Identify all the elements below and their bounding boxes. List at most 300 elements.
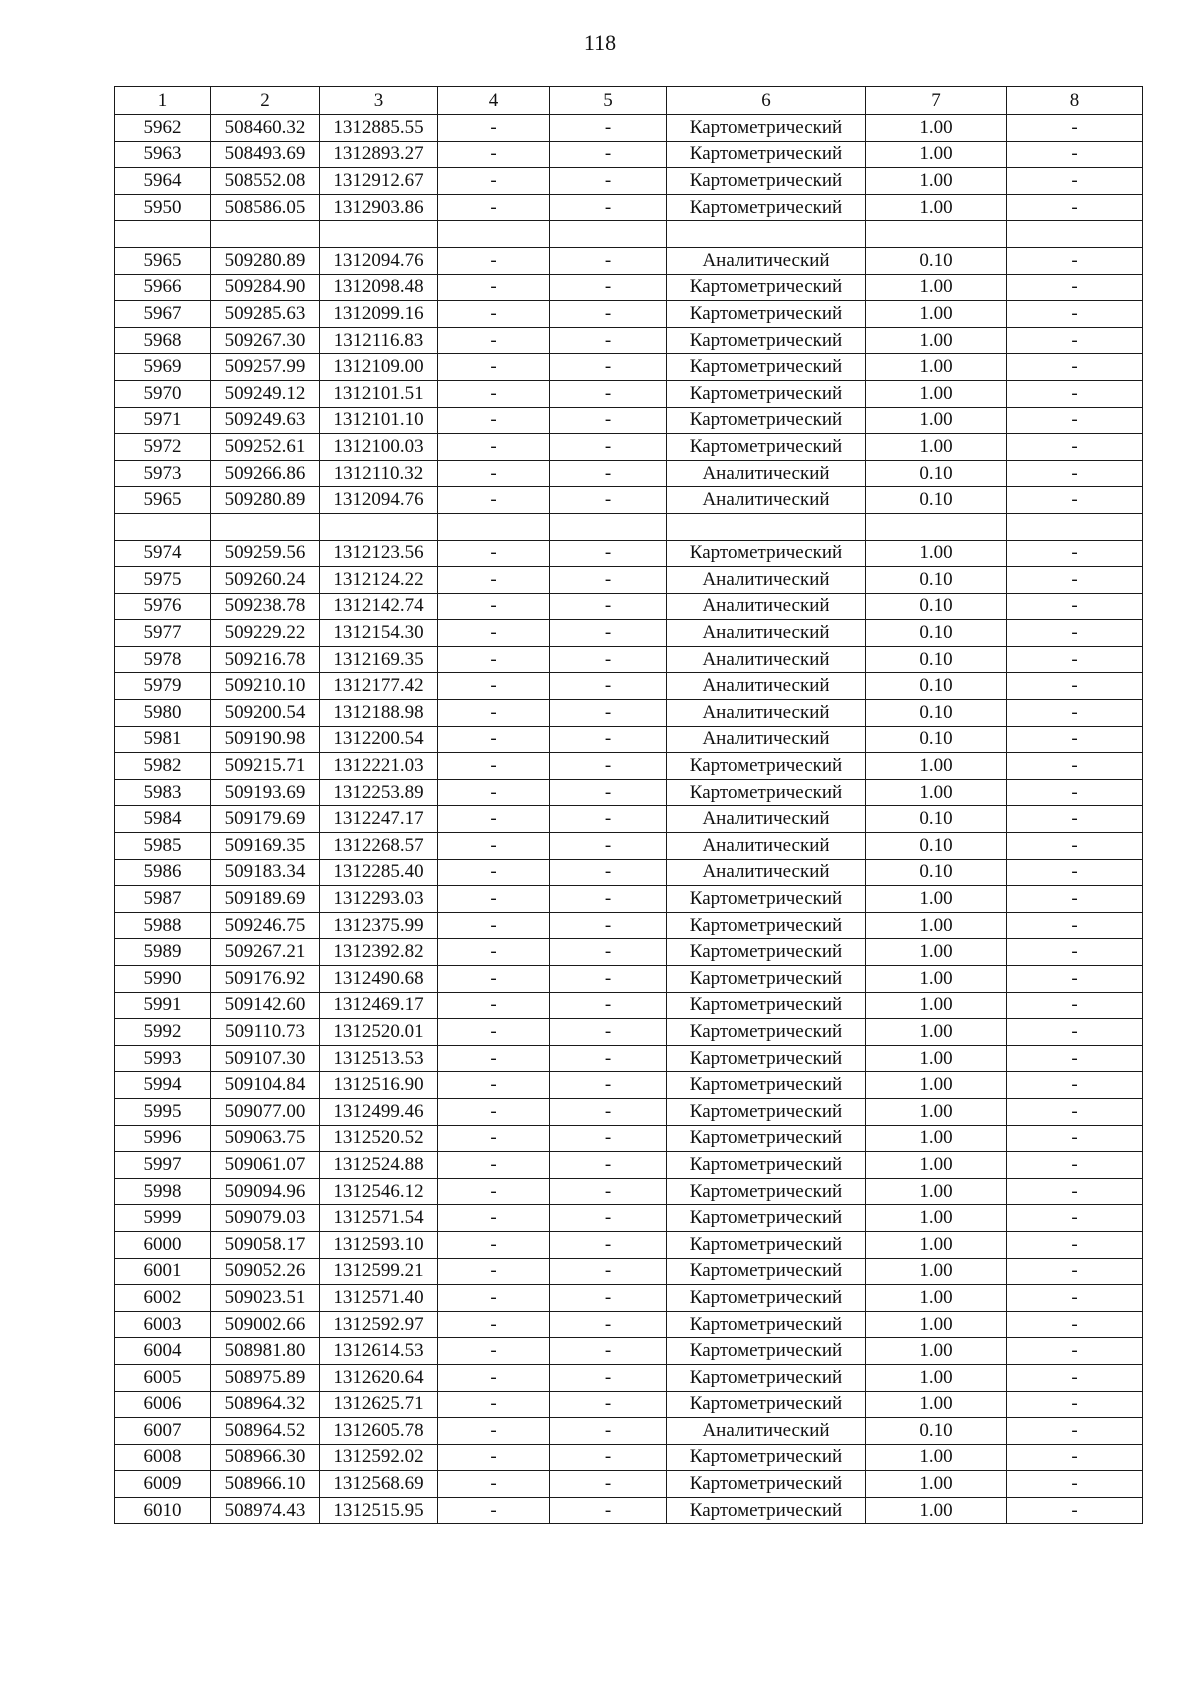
method-cell: Картометрический [667, 1338, 866, 1365]
method-cell: Картометрический [667, 1391, 866, 1418]
x-coordinate-cell: 509252.61 [211, 434, 320, 461]
col4-cell: - [438, 1098, 550, 1125]
point-number-cell: 6003 [115, 1311, 211, 1338]
table-body [115, 115, 1143, 1524]
col4-cell: - [438, 593, 550, 620]
x-coordinate-cell: 509238.78 [211, 593, 320, 620]
table-row [115, 513, 1143, 540]
point-number-cell: 6004 [115, 1338, 211, 1365]
y-coordinate-cell: 1312188.98 [320, 700, 438, 727]
col5-cell: - [550, 1152, 667, 1179]
col5-cell: - [550, 434, 667, 461]
col8-cell: - [1007, 1471, 1143, 1498]
col4-cell: - [438, 1497, 550, 1524]
col5-cell: - [550, 646, 667, 673]
col8-cell: - [1007, 700, 1143, 727]
table-row [115, 1391, 1143, 1418]
y-coordinate-cell: 1312247.17 [320, 806, 438, 833]
col8-cell: - [1007, 327, 1143, 354]
y-coordinate-cell: 1312094.76 [320, 487, 438, 514]
method-cell: Картометрический [667, 380, 866, 407]
method-cell: Картометрический [667, 168, 866, 195]
col8-cell: - [1007, 567, 1143, 594]
col5-cell: - [550, 806, 667, 833]
col5-cell: - [550, 540, 667, 567]
col5-cell: - [550, 726, 667, 753]
col5-cell: - [550, 301, 667, 328]
col8-cell [1007, 221, 1143, 248]
y-coordinate-cell: 1312124.22 [320, 567, 438, 594]
col5-cell: - [550, 753, 667, 780]
y-coordinate-cell: 1312593.10 [320, 1231, 438, 1258]
col4-cell: - [438, 567, 550, 594]
accuracy-cell: 1.00 [866, 992, 1007, 1019]
col4-cell: - [438, 1338, 550, 1365]
point-number-cell: 5972 [115, 434, 211, 461]
table-row [115, 1338, 1143, 1365]
col4-cell: - [438, 1258, 550, 1285]
table-row [115, 1258, 1143, 1285]
accuracy-cell: 1.00 [866, 141, 1007, 168]
accuracy-cell: 1.00 [866, 1258, 1007, 1285]
point-number-cell: 5982 [115, 753, 211, 780]
accuracy-cell [866, 221, 1007, 248]
point-number-cell: 5976 [115, 593, 211, 620]
point-number-cell: 6008 [115, 1444, 211, 1471]
table-row [115, 460, 1143, 487]
col4-cell: - [438, 966, 550, 993]
x-coordinate-cell: 509280.89 [211, 487, 320, 514]
column-header: 7 [866, 87, 1007, 115]
col5-cell: - [550, 1311, 667, 1338]
x-coordinate-cell: 508552.08 [211, 168, 320, 195]
accuracy-cell: 1.00 [866, 1178, 1007, 1205]
col8-cell: - [1007, 274, 1143, 301]
point-number-cell: 5963 [115, 141, 211, 168]
col5-cell: - [550, 1258, 667, 1285]
col8-cell: - [1007, 168, 1143, 195]
table-row [115, 726, 1143, 753]
accuracy-cell: 1.00 [866, 1311, 1007, 1338]
col4-cell: - [438, 1152, 550, 1179]
col8-cell: - [1007, 1205, 1143, 1232]
col4-cell: - [438, 434, 550, 461]
col8-cell: - [1007, 673, 1143, 700]
point-number-cell: 5969 [115, 354, 211, 381]
col8-cell: - [1007, 1045, 1143, 1072]
x-coordinate-cell: 509052.26 [211, 1258, 320, 1285]
col4-cell: - [438, 194, 550, 221]
col4-cell: - [438, 886, 550, 913]
table-row [115, 1152, 1143, 1179]
method-cell: Картометрический [667, 1497, 866, 1524]
x-coordinate-cell: 508460.32 [211, 115, 320, 142]
accuracy-cell: 1.00 [866, 1364, 1007, 1391]
accuracy-cell: 1.00 [866, 886, 1007, 913]
point-number-cell: 6009 [115, 1471, 211, 1498]
table-row [115, 700, 1143, 727]
col5-cell: - [550, 1019, 667, 1046]
col5-cell: - [550, 141, 667, 168]
col8-cell: - [1007, 434, 1143, 461]
point-number-cell: 5998 [115, 1178, 211, 1205]
col5-cell [550, 221, 667, 248]
col4-cell: - [438, 141, 550, 168]
y-coordinate-cell: 1312614.53 [320, 1338, 438, 1365]
col5-cell: - [550, 1231, 667, 1258]
y-coordinate-cell: 1312123.56 [320, 540, 438, 567]
y-coordinate-cell: 1312515.95 [320, 1497, 438, 1524]
method-cell: Картометрический [667, 939, 866, 966]
accuracy-cell: 1.00 [866, 354, 1007, 381]
method-cell: Картометрический [667, 194, 866, 221]
method-cell: Картометрический [667, 753, 866, 780]
col4-cell: - [438, 1285, 550, 1312]
method-cell: Картометрический [667, 1205, 866, 1232]
accuracy-cell [866, 513, 1007, 540]
table-row [115, 567, 1143, 594]
column-header: 1 [115, 87, 211, 115]
y-coordinate-cell: 1312285.40 [320, 859, 438, 886]
y-coordinate-cell: 1312605.78 [320, 1418, 438, 1445]
col4-cell: - [438, 115, 550, 142]
accuracy-cell: 0.10 [866, 859, 1007, 886]
method-cell: Картометрический [667, 540, 866, 567]
col4-cell: - [438, 1205, 550, 1232]
accuracy-cell: 0.10 [866, 1418, 1007, 1445]
table-row [115, 221, 1143, 248]
accuracy-cell: 0.10 [866, 593, 1007, 620]
table-row [115, 1045, 1143, 1072]
y-coordinate-cell: 1312599.21 [320, 1258, 438, 1285]
x-coordinate-cell: 509193.69 [211, 779, 320, 806]
x-coordinate-cell: 509249.12 [211, 380, 320, 407]
x-coordinate-cell: 509079.03 [211, 1205, 320, 1232]
col4-cell: - [438, 726, 550, 753]
table-row [115, 1072, 1143, 1099]
col5-cell: - [550, 1338, 667, 1365]
accuracy-cell: 0.10 [866, 620, 1007, 647]
method-cell: Картометрический [667, 1178, 866, 1205]
x-coordinate-cell: 509063.75 [211, 1125, 320, 1152]
col8-cell: - [1007, 1311, 1143, 1338]
x-coordinate-cell: 509002.66 [211, 1311, 320, 1338]
col5-cell: - [550, 115, 667, 142]
col4-cell: - [438, 1311, 550, 1338]
point-number-cell: 5962 [115, 115, 211, 142]
y-coordinate-cell: 1312885.55 [320, 115, 438, 142]
point-number-cell: 5980 [115, 700, 211, 727]
method-cell: Аналитический [667, 567, 866, 594]
table-row [115, 168, 1143, 195]
col4-cell: - [438, 1045, 550, 1072]
accuracy-cell: 1.00 [866, 327, 1007, 354]
table-row [115, 1418, 1143, 1445]
table-header-row [115, 87, 1143, 115]
accuracy-cell: 0.10 [866, 567, 1007, 594]
col4-cell: - [438, 1125, 550, 1152]
y-coordinate-cell: 1312109.00 [320, 354, 438, 381]
accuracy-cell: 1.00 [866, 1205, 1007, 1232]
point-number-cell: 6002 [115, 1285, 211, 1312]
accuracy-cell: 1.00 [866, 274, 1007, 301]
col5-cell: - [550, 1418, 667, 1445]
y-coordinate-cell: 1312375.99 [320, 912, 438, 939]
table-row [115, 779, 1143, 806]
method-cell: Картометрический [667, 407, 866, 434]
x-coordinate-cell: 509200.54 [211, 700, 320, 727]
method-cell: Аналитический [667, 487, 866, 514]
col5-cell: - [550, 859, 667, 886]
col8-cell: - [1007, 1497, 1143, 1524]
table-row [115, 407, 1143, 434]
x-coordinate-cell: 509259.56 [211, 540, 320, 567]
col4-cell: - [438, 1364, 550, 1391]
x-coordinate-cell: 509169.35 [211, 833, 320, 860]
table-row [115, 1019, 1143, 1046]
x-coordinate-cell: 509142.60 [211, 992, 320, 1019]
method-cell: Картометрический [667, 274, 866, 301]
accuracy-cell: 1.00 [866, 301, 1007, 328]
col4-cell: - [438, 1471, 550, 1498]
point-number-cell: 5970 [115, 380, 211, 407]
col5-cell: - [550, 593, 667, 620]
y-coordinate-cell: 1312592.97 [320, 1311, 438, 1338]
col8-cell: - [1007, 380, 1143, 407]
table-row [115, 327, 1143, 354]
point-number-cell: 6006 [115, 1391, 211, 1418]
col4-cell: - [438, 247, 550, 274]
method-cell: Аналитический [667, 1418, 866, 1445]
table-row [115, 1178, 1143, 1205]
y-coordinate-cell: 1312392.82 [320, 939, 438, 966]
point-number-cell: 5985 [115, 833, 211, 860]
method-cell: Аналитический [667, 247, 866, 274]
col8-cell: - [1007, 1338, 1143, 1365]
accuracy-cell: 0.10 [866, 646, 1007, 673]
accuracy-cell: 1.00 [866, 912, 1007, 939]
col4-cell: - [438, 1178, 550, 1205]
col4-cell: - [438, 168, 550, 195]
col4-cell: - [438, 1231, 550, 1258]
point-number-cell: 5950 [115, 194, 211, 221]
point-number-cell: 5990 [115, 966, 211, 993]
accuracy-cell: 1.00 [866, 1497, 1007, 1524]
method-cell: Картометрический [667, 1231, 866, 1258]
method-cell: Аналитический [667, 593, 866, 620]
y-coordinate-cell: 1312546.12 [320, 1178, 438, 1205]
x-coordinate-cell: 509107.30 [211, 1045, 320, 1072]
x-coordinate-cell: 508966.10 [211, 1471, 320, 1498]
column-header: 2 [211, 87, 320, 115]
x-coordinate-cell: 508964.32 [211, 1391, 320, 1418]
x-coordinate-cell: 509267.21 [211, 939, 320, 966]
col8-cell: - [1007, 1285, 1143, 1312]
x-coordinate-cell: 508964.52 [211, 1418, 320, 1445]
x-coordinate-cell [211, 221, 320, 248]
accuracy-cell: 1.00 [866, 939, 1007, 966]
col8-cell: - [1007, 1125, 1143, 1152]
table-row [115, 1231, 1143, 1258]
col5-cell: - [550, 939, 667, 966]
y-coordinate-cell: 1312524.88 [320, 1152, 438, 1179]
col4-cell: - [438, 301, 550, 328]
accuracy-cell: 1.00 [866, 1444, 1007, 1471]
table-row [115, 593, 1143, 620]
col8-cell: - [1007, 407, 1143, 434]
y-coordinate-cell [320, 221, 438, 248]
col8-cell: - [1007, 1364, 1143, 1391]
col5-cell: - [550, 1391, 667, 1418]
table-row [115, 274, 1143, 301]
accuracy-cell: 1.00 [866, 1338, 1007, 1365]
table-row [115, 1444, 1143, 1471]
method-cell: Картометрический [667, 1471, 866, 1498]
col5-cell: - [550, 1471, 667, 1498]
y-coordinate-cell: 1312100.03 [320, 434, 438, 461]
y-coordinate-cell: 1312268.57 [320, 833, 438, 860]
table-row [115, 646, 1143, 673]
y-coordinate-cell: 1312893.27 [320, 141, 438, 168]
table-row [115, 1497, 1143, 1524]
point-number-cell [115, 513, 211, 540]
col5-cell: - [550, 1178, 667, 1205]
x-coordinate-cell: 509249.63 [211, 407, 320, 434]
accuracy-cell: 1.00 [866, 1072, 1007, 1099]
point-number-cell: 5991 [115, 992, 211, 1019]
col8-cell: - [1007, 1444, 1143, 1471]
col4-cell: - [438, 487, 550, 514]
table-row [115, 115, 1143, 142]
col4-cell: - [438, 1072, 550, 1099]
col5-cell: - [550, 1497, 667, 1524]
accuracy-cell: 0.10 [866, 673, 1007, 700]
col8-cell: - [1007, 1019, 1143, 1046]
method-cell: Аналитический [667, 673, 866, 700]
accuracy-cell: 0.10 [866, 700, 1007, 727]
point-number-cell: 5968 [115, 327, 211, 354]
accuracy-cell: 1.00 [866, 1098, 1007, 1125]
point-number-cell: 6001 [115, 1258, 211, 1285]
x-coordinate-cell: 508975.89 [211, 1364, 320, 1391]
y-coordinate-cell: 1312169.35 [320, 646, 438, 673]
x-coordinate-cell: 509190.98 [211, 726, 320, 753]
method-cell: Картометрический [667, 301, 866, 328]
table-row [115, 912, 1143, 939]
table-row [115, 434, 1143, 461]
method-cell: Картометрический [667, 141, 866, 168]
method-cell: Картометрический [667, 327, 866, 354]
table-row [115, 141, 1143, 168]
table-row [115, 620, 1143, 647]
point-number-cell: 5971 [115, 407, 211, 434]
col4-cell: - [438, 833, 550, 860]
table-row [115, 301, 1143, 328]
accuracy-cell: 1.00 [866, 1152, 1007, 1179]
accuracy-cell: 1.00 [866, 168, 1007, 195]
table-row [115, 194, 1143, 221]
x-coordinate-cell [211, 513, 320, 540]
y-coordinate-cell: 1312469.17 [320, 992, 438, 1019]
column-header: 5 [550, 87, 667, 115]
accuracy-cell: 1.00 [866, 1125, 1007, 1152]
col5-cell: - [550, 168, 667, 195]
table-row [115, 380, 1143, 407]
col5-cell: - [550, 460, 667, 487]
method-cell: Аналитический [667, 460, 866, 487]
method-cell: Картометрический [667, 1444, 866, 1471]
y-coordinate-cell: 1312142.74 [320, 593, 438, 620]
x-coordinate-cell: 509058.17 [211, 1231, 320, 1258]
col8-cell: - [1007, 779, 1143, 806]
y-coordinate-cell: 1312177.42 [320, 673, 438, 700]
point-number-cell: 5996 [115, 1125, 211, 1152]
y-coordinate-cell: 1312490.68 [320, 966, 438, 993]
col5-cell: - [550, 1045, 667, 1072]
accuracy-cell: 1.00 [866, 1391, 1007, 1418]
col8-cell: - [1007, 646, 1143, 673]
col8-cell: - [1007, 726, 1143, 753]
y-coordinate-cell: 1312912.67 [320, 168, 438, 195]
y-coordinate-cell: 1312154.30 [320, 620, 438, 647]
col4-cell: - [438, 407, 550, 434]
col4-cell: - [438, 354, 550, 381]
method-cell: Картометрический [667, 1152, 866, 1179]
col4-cell: - [438, 380, 550, 407]
coordinates-table [114, 86, 1143, 1524]
col8-cell: - [1007, 966, 1143, 993]
y-coordinate-cell: 1312094.76 [320, 247, 438, 274]
col5-cell: - [550, 247, 667, 274]
col8-cell: - [1007, 354, 1143, 381]
point-number-cell: 5964 [115, 168, 211, 195]
method-cell [667, 221, 866, 248]
point-number-cell: 5993 [115, 1045, 211, 1072]
col5-cell: - [550, 1285, 667, 1312]
point-number-cell: 5978 [115, 646, 211, 673]
col5-cell: - [550, 567, 667, 594]
table-row [115, 354, 1143, 381]
method-cell: Картометрический [667, 1045, 866, 1072]
method-cell: Картометрический [667, 1364, 866, 1391]
table-row [115, 1285, 1143, 1312]
y-coordinate-cell: 1312200.54 [320, 726, 438, 753]
col4-cell: - [438, 806, 550, 833]
y-coordinate-cell: 1312101.51 [320, 380, 438, 407]
table-row [115, 806, 1143, 833]
col4-cell: - [438, 673, 550, 700]
col8-cell: - [1007, 859, 1143, 886]
point-number-cell: 5977 [115, 620, 211, 647]
method-cell: Аналитический [667, 620, 866, 647]
col4-cell: - [438, 620, 550, 647]
method-cell: Картометрический [667, 966, 866, 993]
point-number-cell: 5983 [115, 779, 211, 806]
x-coordinate-cell: 509215.71 [211, 753, 320, 780]
point-number-cell: 6010 [115, 1497, 211, 1524]
col4-cell: - [438, 460, 550, 487]
point-number-cell: 6000 [115, 1231, 211, 1258]
col8-cell: - [1007, 141, 1143, 168]
x-coordinate-cell: 509179.69 [211, 806, 320, 833]
x-coordinate-cell: 509266.86 [211, 460, 320, 487]
x-coordinate-cell: 509246.75 [211, 912, 320, 939]
table-row [115, 939, 1143, 966]
y-coordinate-cell: 1312499.46 [320, 1098, 438, 1125]
col5-cell: - [550, 327, 667, 354]
method-cell: Картометрический [667, 434, 866, 461]
col8-cell: - [1007, 806, 1143, 833]
